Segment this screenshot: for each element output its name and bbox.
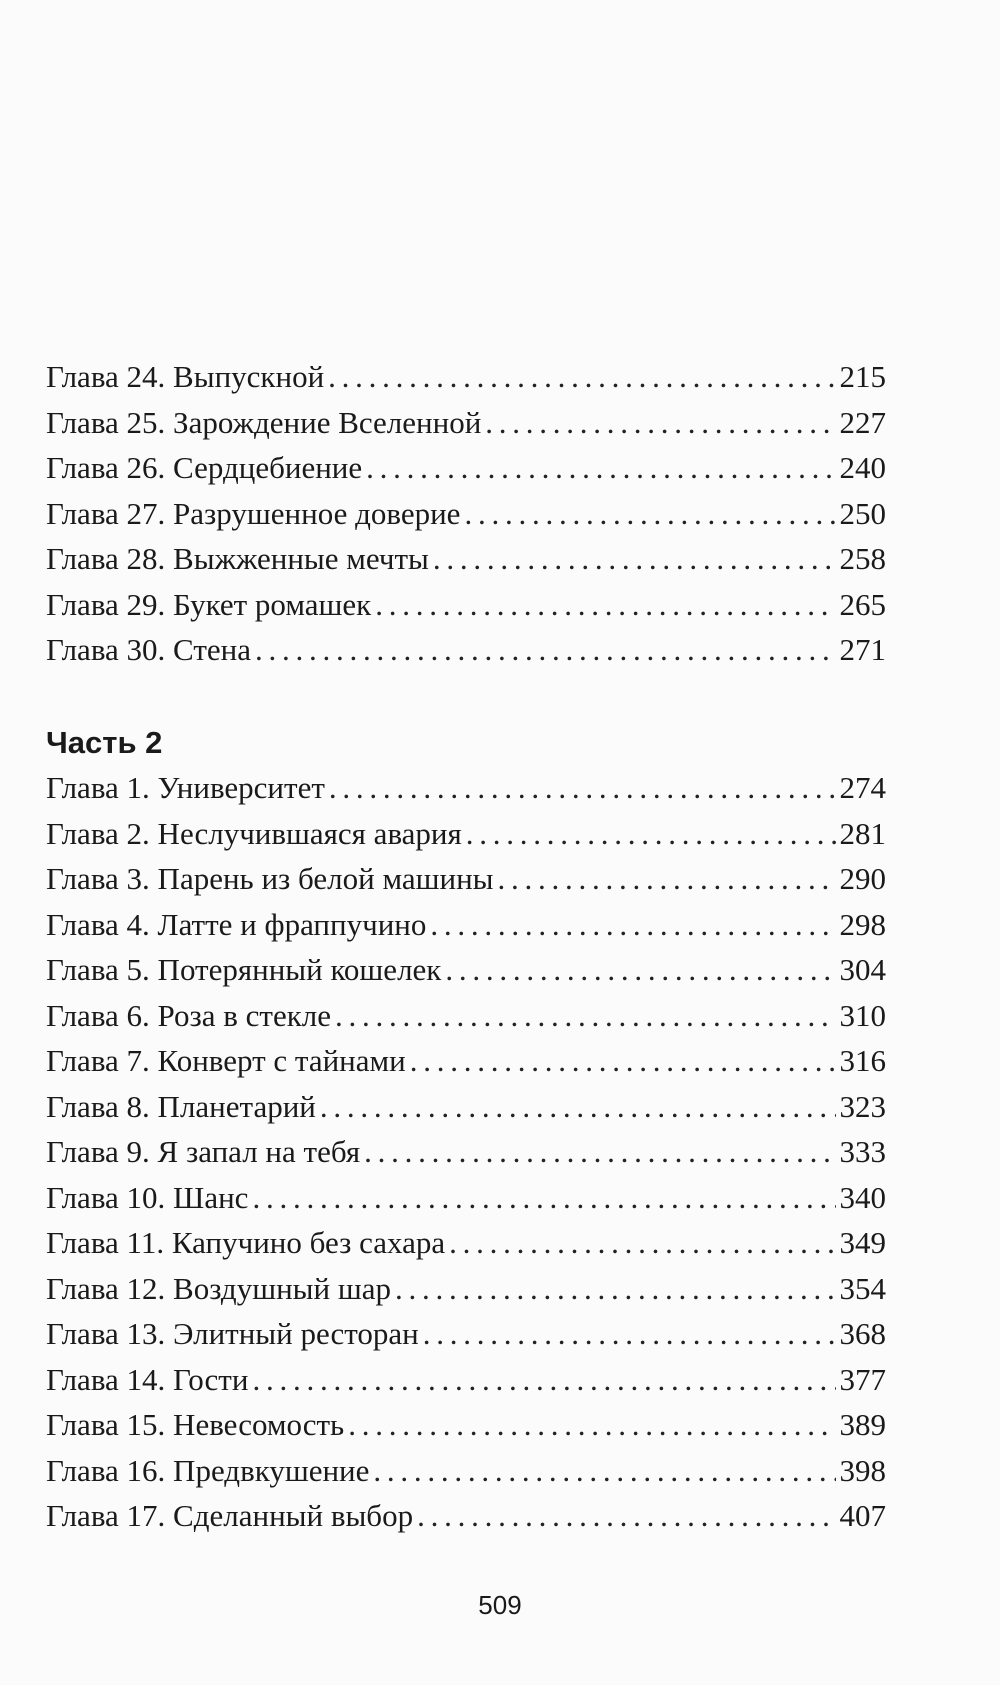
toc-entry [46, 856, 886, 902]
chapter-title: Глава 8. Планетарий [46, 1088, 316, 1124]
chapter-page: 323 [839, 1088, 886, 1124]
chapter-page: 215 [839, 359, 886, 394]
toc-entry [46, 1038, 886, 1084]
chapter-page: 389 [839, 1407, 886, 1442]
toc-entry [46, 1448, 886, 1494]
dot-leader [445, 947, 835, 993]
toc-entry [46, 1311, 886, 1357]
toc-entry [46, 445, 886, 491]
chapter-title: Глава 4. Латте и фраппучино [46, 906, 427, 942]
dot-leader [348, 1402, 835, 1448]
chapter-title: Глава 25. Зарождение Вселенной [46, 404, 482, 440]
chapter-page: 398 [839, 1452, 886, 1488]
toc-entry [46, 536, 886, 582]
dot-leader [335, 993, 835, 1039]
dot-leader [320, 1084, 836, 1130]
chapter-page: 290 [839, 861, 886, 896]
dot-leader [366, 445, 835, 491]
part-heading: Часть 2 [46, 725, 163, 760]
dot-leader [410, 1038, 836, 1084]
chapter-page: 333 [839, 1134, 886, 1169]
chapter-page: 240 [839, 450, 886, 485]
chapter-title: Глава 15. Невесомость [46, 1407, 345, 1442]
toc-entry [46, 627, 886, 673]
chapter-page: 340 [839, 1179, 886, 1215]
chapter-page: 368 [839, 1316, 886, 1351]
chapter-title: Глава 6. Роза в стекле [46, 997, 332, 1033]
chapter-title: Глава 26. Сердцебиение [46, 450, 363, 485]
dot-leader [329, 765, 836, 811]
chapter-title: Глава 27. Разрушенное доверие [46, 495, 461, 531]
chapter-title: Глава 2. Неслучившаяся авария [46, 815, 462, 851]
dot-leader [417, 1493, 835, 1539]
chapter-page: 281 [839, 815, 886, 851]
chapter-page: 349 [839, 1225, 886, 1260]
chapter-page: 271 [839, 632, 886, 667]
toc-entry [46, 1220, 886, 1266]
toc-entry [46, 400, 886, 446]
chapter-title: Глава 11. Капучино без сахара [46, 1225, 446, 1260]
dot-leader [430, 902, 835, 948]
toc-entry [46, 993, 886, 1039]
chapter-title: Глава 28. Выжженные мечты [46, 541, 429, 576]
chapter-title: Глава 30. Стена [46, 632, 251, 667]
toc-part1-list [46, 354, 886, 673]
dot-leader [485, 400, 835, 446]
toc-entry [46, 1175, 886, 1221]
chapter-page: 407 [839, 1498, 886, 1533]
toc-entry [46, 1266, 886, 1312]
dot-leader [433, 536, 836, 582]
toc-entry [46, 582, 886, 628]
toc-entry [46, 1493, 886, 1539]
chapter-page: 298 [839, 906, 886, 942]
chapter-title: Глава 29. Букет ромашек [46, 586, 372, 622]
dot-leader [373, 1448, 835, 1494]
toc-entry [46, 1129, 886, 1175]
toc-entry [46, 947, 886, 993]
chapter-page: 310 [839, 997, 886, 1033]
chapter-page: 274 [839, 770, 886, 805]
chapter-title: Глава 3. Парень из белой машины [46, 861, 494, 896]
chapter-title: Глава 1. Университет [46, 770, 325, 805]
toc-entry [46, 1357, 886, 1403]
chapter-title: Глава 14. Гости [46, 1361, 249, 1397]
chapter-title: Глава 10. Шанс [46, 1179, 249, 1215]
chapter-title: Глава 13. Элитный ресторан [46, 1316, 419, 1351]
toc-entry [46, 491, 886, 537]
dot-leader [364, 1129, 835, 1175]
dot-leader [252, 1357, 835, 1403]
toc-entry [46, 1402, 886, 1448]
chapter-page: 354 [839, 1270, 886, 1306]
dot-leader [449, 1220, 835, 1266]
toc-entry [46, 1084, 886, 1130]
dot-leader [423, 1311, 836, 1357]
dot-leader [395, 1266, 836, 1312]
chapter-title: Глава 12. Воздушный шар [46, 1270, 391, 1306]
chapter-title: Глава 16. Предвкушение [46, 1452, 370, 1488]
chapter-page: 227 [839, 404, 886, 440]
chapter-page: 304 [839, 952, 886, 987]
chapter-page: 377 [839, 1361, 886, 1397]
chapter-page: 316 [839, 1043, 886, 1078]
toc-entry [46, 811, 886, 857]
chapter-title: Глава 24. Выпускной [46, 359, 325, 394]
dot-leader [375, 582, 835, 628]
dot-leader [498, 856, 836, 902]
dot-leader [252, 1175, 835, 1221]
toc-entry [46, 765, 886, 811]
chapter-title: Глава 17. Сделанный выбор [46, 1498, 414, 1533]
dot-leader [466, 811, 836, 857]
chapter-page: 265 [839, 586, 886, 622]
dot-leader [328, 354, 835, 400]
page-number: 509 [478, 1590, 522, 1620]
chapter-title: Глава 5. Потерянный кошелек [46, 952, 442, 987]
chapter-page: 250 [839, 495, 886, 531]
toc-entry [46, 354, 886, 400]
chapter-title: Глава 7. Конверт с тайнами [46, 1043, 406, 1078]
toc-entry [46, 902, 886, 948]
toc-part2-list [46, 765, 886, 1539]
dot-leader [255, 627, 836, 673]
dot-leader [464, 491, 835, 537]
chapter-title: Глава 9. Я запал на тебя [46, 1134, 361, 1169]
chapter-page: 258 [839, 541, 886, 576]
